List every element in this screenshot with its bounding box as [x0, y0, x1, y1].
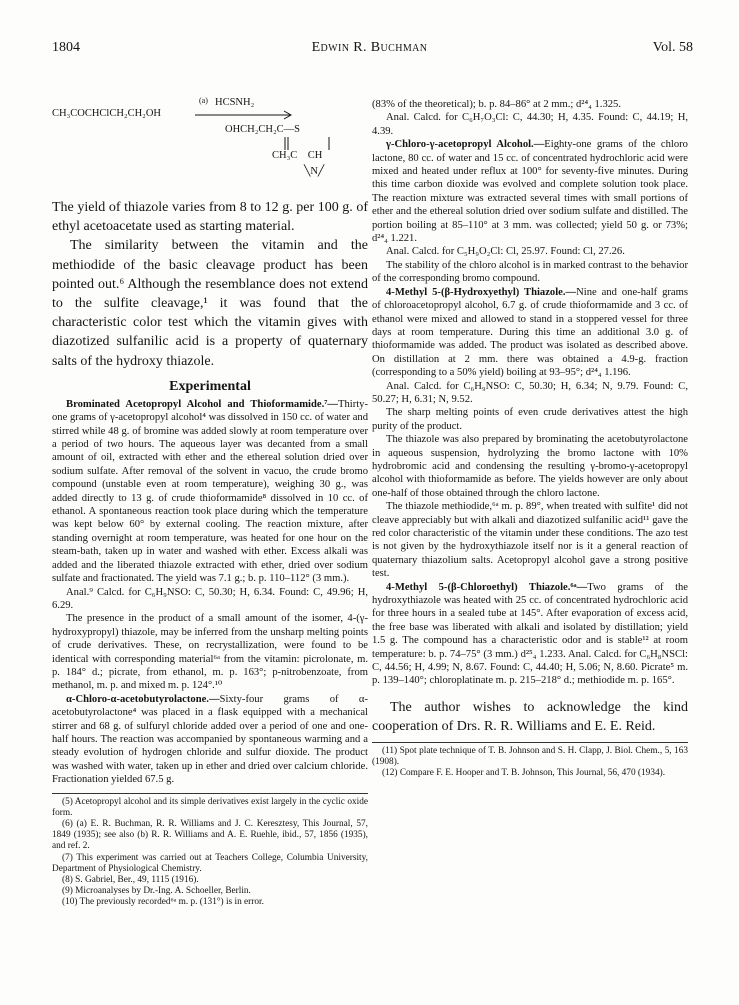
body-paragraph [372, 245, 688, 258]
footnote: (6) (a) E. R. Buchman, R. R. Williams and J. C. Keresztesy, This Journal, 57, 1849 (1935); see also (b) R. R. Williams and A. E. Ruehle, ibid., 57, 1856 (1935), and ref. 2. [52, 819, 368, 852]
body-paragraph [372, 433, 688, 500]
ring-bonds [274, 136, 354, 152]
body-paragraph [372, 406, 688, 433]
paragraph-title: Brominated Acetopropyl Alcohol and Thioformamide.⁷— [66, 398, 338, 410]
paragraph-text: Anal. Calcd. for C₆H₉NSO: C, 50.30; H, 6.34; N, 9.79. Found: C, 50.27; H, 6.31; N, 9.52. [372, 380, 688, 405]
footnote: (9) Microanalyses by Dr.-Ing. A. Schoeller, Berlin. [62, 886, 251, 897]
paragraph-text: The sharp melting points of even crude derivatives attest the high purity of the product. [372, 407, 688, 432]
body-paragraph [52, 586, 368, 613]
body-paragraph [52, 693, 368, 787]
paragraph-text: The thiazole was also prepared by brominating the acetobutyrolactone in aqueous suspension, hydrolyzing the bromo lactone with 10% hydrobromic acid and condensing the resulting γ-bromo-γ-acetopropyl alcohol with thioformamide as before. The yields however are only about one-half of those obtained through the chloro lactone. [372, 434, 688, 499]
footnote: (7) This experiment was carried out at Teachers College, Columbia University, Department of Physiological Chemistry. [52, 852, 368, 874]
intro-paragraph-1: The yield of thiazole varies from 8 to 12 g. per 100 g. of ethyl acetoacetate used as starting material. [52, 200, 368, 235]
body-paragraph [372, 581, 688, 688]
running-header [0, 40, 739, 60]
right-column [372, 98, 688, 779]
body-paragraph [372, 500, 688, 580]
running-head: Edwin R. Buchman [311, 40, 428, 55]
left-column [52, 98, 368, 909]
volume-label: Vol. 58 [652, 40, 693, 55]
body-paragraph [372, 138, 688, 245]
paragraph-title: γ-Chloro-γ-acetopropyl Alcohol.— [386, 139, 545, 151]
intro-paragraph-2: The similarity between the vitamin and the methiodide of the basic cleavage product has been pointed out.⁶ Although the resemblance does not extend to the sulfite cleavage,¹ it was found that the characteristic color test which the vitamin gives with diazotized sulfanilic acid is a property of quaternary salts of the hydroxy thiazole. [52, 238, 368, 369]
body-paragraph [52, 612, 368, 692]
paragraph-text: (83% of the theoretical); b. p. 84–86° at 2 mm.; d²⁴₄ 1.325. [372, 99, 621, 110]
paragraph-text: Eighty-one grams of the chloro lactone, 80 cc. of water and 15 cc. of concentrated hydrochloric acid were mixed and heated under reflux at 100° for seventy-five minutes. During this time carbon dioxide was evolved and complete solution took place. The reaction mixture was extracted several times with small portions of ether and the ethereal solution dried over sodium sulfate and distilled. The portion boiling at 85–110° at 3 mm. was collected; yield 50 g. or 73%; d²⁴₄ 1.221. [372, 139, 688, 245]
paragraph-text: Thirty-one grams of γ-acetopropyl alcohol⁴ was dissolved in 150 cc. of water and stirred while 48 g. of bromine was added slowly at room temperature over a period of two hours. The aqueous layer was decanted from a small amount of oil, extracted with ether and the ethereal solution dried over sodium sulfate. After removal of the solvent in vacuo, the crude bromo compound (unstable even at room temperature), weighing 30 g., was added directly to 13 g. of crude thioformamide⁸ dissolved in 10 cc. of ethanol. A spontaneous reaction took place during which the temperature was kept below 60° by external cooling. The reaction mixture, after standing overnight at room temperature, was heated for one hour on the steam-bath, taken up in water and washed with ether. Excess alkali was added and the liberated thiazole extracted with ether, dried over sodium sulfate and fractionated. The yield was 7.1 g.; b. p. 110–112° (3 mm.). [52, 398, 368, 585]
paragraph-title: 4-Methyl 5-(β-Chloroethyl) Thiazole.⁶ᵃ— [386, 581, 588, 593]
footnote: (11) Spot plate technique of T. B. Johnson and S. H. Clapp, J. Biol. Chem., 5, 163 (1908). [372, 745, 688, 768]
reactant-formula: CH₃COCHClCH₂CH₂OH [52, 108, 161, 119]
paragraph-text: Anal. Calcd. for C₅H₉O₂Cl: Cl, 25.97. Found: Cl, 27.26. [386, 246, 625, 258]
paragraph-title: α-Chloro-α-acetobutyrolactone.— [66, 693, 220, 705]
paragraph-text: Two grams of the hydroxythiazole was heated with 25 cc. of concentrated hydrochloric acid for three hours in a sealed tube at 145°. After evaporation of excess acid, the free base was liberated with alkali and isolated by distillation; yield 1.5 g. The compound has a characteristic odor and is stable¹² at room temperature: b. p. 74–75° (3 mm.) d²⁵₄ 1.233. Anal. Calcd. for C₆H₈NSCl: C, 44.56; H, 4.99; N, 8.67. Found: C, 44.40; H, 5.06; N, 8.60. Picrate⁵ m. p. 139–140°; chloroplatinate m. p. 215–218° d.; methiodide m. p. 165°. [372, 581, 689, 687]
footnote: (8) S. Gabriel, Ber., 49, 1115 (1916). [62, 875, 199, 886]
body-paragraph [372, 111, 688, 138]
body-paragraph [372, 380, 688, 407]
paragraph-text: Sixty-four grams of α-acetobutyrolactone⁴ was placed in a flask equipped with a mechanical stirrer and 68 g. of sulfuryl chloride added over a period of one and one-half hours. The reaction was accompanied by spontaneous warming and a steady evolution of hydrogen chloride and sulfur dioxide. The product was washed with water, taken up in ether and dried over calcium chloride. Fractionation yielded 67.5 g. [52, 693, 368, 786]
footnote: (10) The previously recorded⁶ᵃ m. p. (131°) is in error. [62, 897, 264, 908]
reaction-arrow [195, 110, 297, 120]
footnote-rule [372, 742, 688, 743]
page-number: 1804 [52, 40, 80, 55]
paragraph-text: Nine and one-half grams of chloroacetopropyl alcohol, 6.7 g. of crude thioformamide and 3 cc. of ethanol were mixed and allowed to stand in a stoppered vessel for three days at room temperature. During this time an additional 3.0 g. of thioformamide was added. The product was isolated as described above. On distillation at 2 mm. there was obtained a 4.9-g. fraction (corresponding to a 50% yield) boiling at 93–95°; d²⁴₄ 1.196. [372, 286, 688, 379]
paragraph-text: The presence in the product of a small amount of the isomer, 4-(γ-hydroxypropyl) thiazole, may be inferred from the unsharp melting points of crude derivatives. These, on recrystallization, were found to be identical with corresponding material⁶ᵃ from the vitamin: picrolonate, m. p. 184° d.; picrate, from ethanol, m. p. 163°; p-nitrobenzoate, from methanol, m. p. and mixed m. p. 124°.¹⁰ [52, 613, 368, 692]
paragraph-title: 4-Methyl 5-(β-Hydroxyethyl) Thiazole.— [386, 286, 577, 298]
body-paragraph [372, 286, 688, 380]
product-line-2: CH₃C CH [272, 150, 323, 161]
acknowledgment: The author wishes to acknowledge the kind cooperation of Drs. R. R. Williams and E. E. Reid. [372, 699, 688, 734]
footnote-rule [52, 793, 368, 794]
paragraph-text: The stability of the chloro alcohol is in marked contrast to the behavior of the corresponding bromo compound. [372, 259, 688, 285]
body-paragraph [372, 259, 688, 286]
section-heading: Experimental [169, 378, 251, 394]
body-paragraph [372, 98, 688, 111]
body-paragraph [52, 398, 368, 586]
paragraph-text: Anal. Calcd. for C₆H₇O₃Cl: C, 44.30; H, 4.35. Found: C, 44.19; H, 4.39. [372, 112, 688, 137]
product-line-1: OHCH₂CH₂C—S [225, 124, 301, 135]
reaction-equation [52, 98, 368, 198]
paragraph-text: The thiazole methiodide,⁶ᵃ m. p. 89°, when treated with sulfite¹ did not cleave appreciably but with alkali and diazotized sulfanilic acid¹¹ gave the red color characteristic of the vitamin under these conditions. The azo test is not given by the hydroxythiazole itself nor is it a general reaction of quaternary thiazolium salts. Acetopropyl alcohol gave a strong positive test. [372, 501, 688, 580]
footnote: (5) Acetopropyl alcohol and its simple derivatives exist largely in the cyclic oxide form. [52, 796, 368, 818]
footnote: (12) Compare F. E. Hooper and T. B. Johnson, This Journal, 56, 470 (1934). [382, 768, 666, 779]
arrow-note: (a) [199, 96, 208, 105]
product-line-3: ╲N╱ [304, 166, 325, 177]
paragraph-text: Anal.⁹ Calcd. for C₆H₉NSO: C, 50.30; H, 6.34. Found: C, 49.96; H, 6.29. [52, 586, 368, 611]
reagent-formula: HCSNH₂ [215, 97, 255, 108]
